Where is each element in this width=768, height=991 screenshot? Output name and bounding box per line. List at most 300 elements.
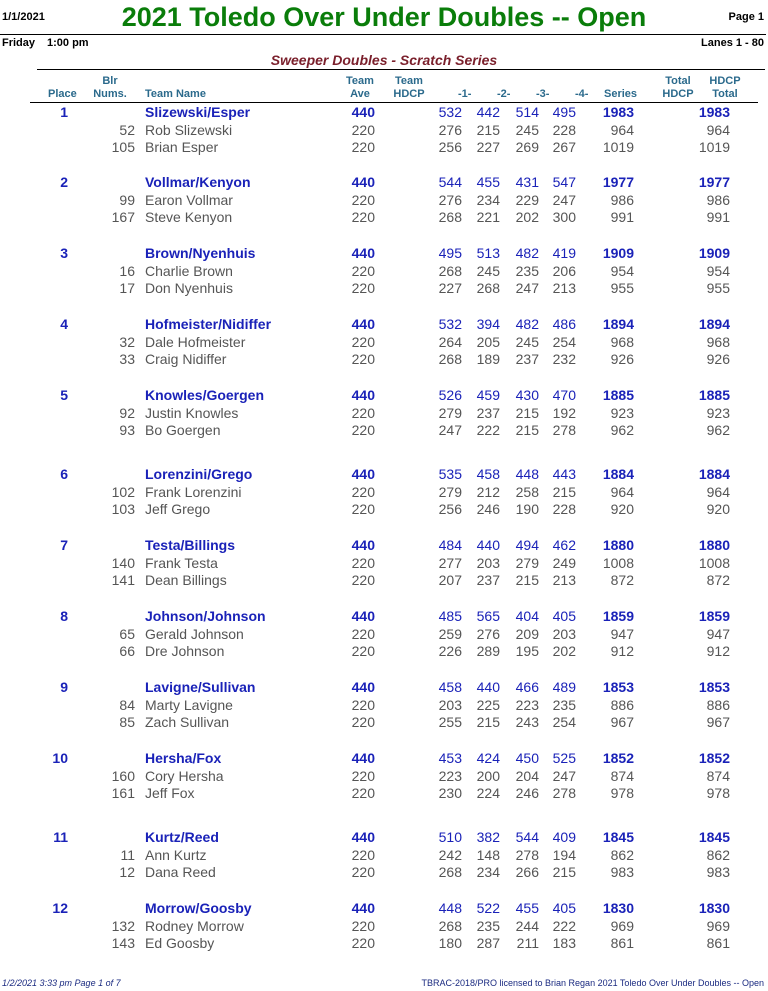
team-average: 440 <box>351 387 375 403</box>
team-game-1: 532 <box>438 316 462 332</box>
bowler-game-3: 235 <box>515 262 539 279</box>
team-name: Brown/Nyenhuis <box>145 245 256 261</box>
team-game-3: 482 <box>515 316 539 332</box>
player-row <box>0 121 768 139</box>
bowler-game-4: 206 <box>552 262 576 279</box>
bowler-number: 66 <box>119 643 135 660</box>
bowler-game-3: 269 <box>515 139 539 156</box>
team-hdcp-total: 1853 <box>698 679 730 695</box>
bowler-hdcp-total: 978 <box>706 785 730 802</box>
team-series: 1909 <box>602 245 634 261</box>
bowler-game-1: 255 <box>438 714 462 731</box>
team-row <box>0 386 768 404</box>
bowler-game-2: 203 <box>476 554 500 571</box>
team-average: 440 <box>351 608 375 624</box>
bowler-hdcp-total: 955 <box>706 280 730 297</box>
bowler-series: 968 <box>610 333 634 350</box>
bowler-name: Earon Vollmar <box>145 191 233 208</box>
bowler-game-2: 189 <box>476 351 500 368</box>
bowler-game-1: 277 <box>438 554 462 571</box>
bowler-game-2: 225 <box>476 696 500 713</box>
bowler-game-3: 247 <box>515 280 539 297</box>
team-hdcp-total: 1894 <box>698 316 730 332</box>
bowler-hdcp-total: 872 <box>706 572 730 589</box>
team-game-2: 382 <box>476 829 500 845</box>
bowler-average: 220 <box>351 422 375 439</box>
bowler-hdcp-total: 862 <box>706 846 730 863</box>
bowler-game-1: 268 <box>438 864 462 881</box>
bowler-series: 923 <box>610 404 634 421</box>
bowler-series: 983 <box>610 864 634 881</box>
team-hdcp-total: 1884 <box>698 466 730 482</box>
player-row <box>0 500 768 518</box>
col-header-team-ave: Team Ave <box>346 75 374 100</box>
bowler-game-2: 237 <box>476 404 500 421</box>
team-game-2: 394 <box>476 316 500 332</box>
bowler-number: 140 <box>111 554 135 571</box>
team-game-1: 453 <box>438 750 462 766</box>
bowler-game-1: 276 <box>438 121 462 138</box>
bowler-game-3: 266 <box>515 864 539 881</box>
bowler-name: Cory Hersha <box>145 767 224 784</box>
team-game-2: 459 <box>476 387 500 403</box>
bowler-hdcp-total: 986 <box>706 191 730 208</box>
bowler-game-3: 209 <box>515 625 539 642</box>
team-average: 440 <box>351 245 375 261</box>
bowler-game-1: 264 <box>438 333 462 350</box>
team-average: 440 <box>351 316 375 332</box>
bowler-average: 220 <box>351 280 375 297</box>
bowler-average: 220 <box>351 714 375 731</box>
team-name: Morrow/Goosby <box>145 900 252 916</box>
bowler-game-2: 287 <box>476 935 500 952</box>
bowler-game-1: 268 <box>438 351 462 368</box>
team-game-2: 440 <box>476 679 500 695</box>
player-row <box>0 696 768 714</box>
bowler-game-1: 279 <box>438 404 462 421</box>
bowler-game-3: 278 <box>515 846 539 863</box>
player-row <box>0 262 768 280</box>
team-place: 2 <box>60 174 68 190</box>
team-game-4: 409 <box>552 829 576 845</box>
team-game-1: 535 <box>438 466 462 482</box>
player-row <box>0 404 768 422</box>
bowler-hdcp-total: 991 <box>706 209 730 226</box>
bowler-game-4: 213 <box>552 572 576 589</box>
bowler-number: 103 <box>111 501 135 518</box>
bowler-game-1: 247 <box>438 422 462 439</box>
player-row <box>0 138 768 156</box>
license-info: TBRAC-2018/PRO licensed to Brian Regan 2021 Toledo Over Under Doubles -- Open <box>421 978 764 988</box>
bowler-average: 220 <box>351 333 375 350</box>
bowler-hdcp-total: 886 <box>706 696 730 713</box>
bowler-game-3: 245 <box>515 333 539 350</box>
subtitle-divider <box>37 69 765 70</box>
bowler-average: 220 <box>351 121 375 138</box>
bowler-hdcp-total: 968 <box>706 333 730 350</box>
team-game-2: 458 <box>476 466 500 482</box>
header-divider <box>0 34 766 35</box>
player-row <box>0 846 768 864</box>
bowler-name: Jeff Grego <box>145 501 211 518</box>
team-game-3: 544 <box>515 829 539 845</box>
team-game-4: 489 <box>552 679 576 695</box>
team-average: 440 <box>351 537 375 553</box>
bowler-game-3: 204 <box>515 767 539 784</box>
col-header-team-hdcp: Team HDCP <box>393 75 425 100</box>
bowler-game-2: 221 <box>476 209 500 226</box>
lanes-range: Lanes 1 - 80 <box>701 37 764 49</box>
team-hdcp-total: 1880 <box>698 537 730 553</box>
bowler-number: 99 <box>119 191 135 208</box>
bowler-hdcp-total: 969 <box>706 917 730 934</box>
bowler-name: Charlie Brown <box>145 262 233 279</box>
team-game-4: 547 <box>552 174 576 190</box>
team-hdcp-total: 1830 <box>698 900 730 916</box>
bowler-number: 33 <box>119 351 135 368</box>
bowler-game-4: 215 <box>552 864 576 881</box>
team-game-2: 565 <box>476 608 500 624</box>
bowler-game-3: 246 <box>515 785 539 802</box>
bowler-average: 220 <box>351 785 375 802</box>
bowler-name: Craig Nidiffer <box>145 351 227 368</box>
session-time: 1:00 pm <box>47 37 89 49</box>
team-game-4: 443 <box>552 466 576 482</box>
player-row <box>0 863 768 881</box>
report-date: 1/1/2021 <box>2 11 45 23</box>
team-hdcp-total: 1852 <box>698 750 730 766</box>
bowler-average: 220 <box>351 483 375 500</box>
bowler-number: 32 <box>119 333 135 350</box>
team-place: 8 <box>60 608 68 624</box>
bowler-number: 160 <box>111 767 135 784</box>
bowler-game-1: 203 <box>438 696 462 713</box>
bowler-number: 105 <box>111 139 135 156</box>
bowler-number: 93 <box>119 422 135 439</box>
bowler-game-4: 183 <box>552 935 576 952</box>
team-row <box>0 899 768 917</box>
team-average: 440 <box>351 104 375 120</box>
team-game-1: 532 <box>438 104 462 120</box>
team-row <box>0 749 768 767</box>
team-game-3: 494 <box>515 537 539 553</box>
bowler-name: Bo Goergen <box>145 422 221 439</box>
bowler-average: 220 <box>351 696 375 713</box>
bowler-game-1: 268 <box>438 262 462 279</box>
bowler-average: 220 <box>351 351 375 368</box>
bowler-name: Jeff Fox <box>145 785 195 802</box>
bowler-number: 92 <box>119 404 135 421</box>
team-row <box>0 244 768 262</box>
col-header-team-name: Team Name <box>145 88 206 100</box>
bowler-number: 141 <box>111 572 135 589</box>
bowler-game-2: 227 <box>476 139 500 156</box>
bowler-average: 220 <box>351 864 375 881</box>
team-game-1: 448 <box>438 900 462 916</box>
team-row <box>0 315 768 333</box>
team-hdcp-total: 1983 <box>698 104 730 120</box>
bowler-series: 986 <box>610 191 634 208</box>
team-name: Knowles/Goergen <box>145 387 265 403</box>
bowler-name: Gerald Johnson <box>145 625 244 642</box>
bowler-name: Justin Knowles <box>145 404 239 421</box>
bowler-game-3: 190 <box>515 501 539 518</box>
bowler-hdcp-total: 874 <box>706 767 730 784</box>
team-series: 1884 <box>602 466 634 482</box>
bowler-name: Ed Goosby <box>145 935 215 952</box>
team-series: 1983 <box>602 104 634 120</box>
bowler-game-2: 212 <box>476 483 500 500</box>
player-row <box>0 208 768 226</box>
bowler-game-3: 237 <box>515 351 539 368</box>
page-title: 2021 Toledo Over Under Doubles -- Open <box>121 2 647 32</box>
team-game-2: 522 <box>476 900 500 916</box>
bowler-game-1: 268 <box>438 209 462 226</box>
col-header-game-1: -1- <box>458 88 472 100</box>
bowler-game-2: 215 <box>476 121 500 138</box>
team-place: 11 <box>53 829 68 845</box>
player-row <box>0 279 768 297</box>
player-row <box>0 421 768 439</box>
col-header-game-2: -2- <box>497 88 511 100</box>
bowler-name: Dre Johnson <box>145 643 225 660</box>
bowler-game-2: 235 <box>476 917 500 934</box>
bowler-name: Rob Slizewski <box>145 121 233 138</box>
player-row <box>0 713 768 731</box>
bowler-hdcp-total: 964 <box>706 121 730 138</box>
bowler-game-1: 268 <box>438 917 462 934</box>
bowler-name: Don Nyenhuis <box>145 280 233 297</box>
team-game-2: 513 <box>476 245 500 261</box>
bowler-game-3: 215 <box>515 422 539 439</box>
session-day: Friday <box>2 37 36 49</box>
col-header-series: Series <box>604 88 638 100</box>
team-row <box>0 828 768 846</box>
bowler-game-3: 244 <box>515 917 539 934</box>
bowler-name: Brian Esper <box>145 139 219 156</box>
team-row <box>0 173 768 191</box>
bowler-game-4: 228 <box>552 121 576 138</box>
bowler-hdcp-total: 964 <box>706 483 730 500</box>
bowler-number: 143 <box>111 935 135 952</box>
col-header-game-3: -3- <box>536 88 550 100</box>
team-name: Kurtz/Reed <box>145 829 219 845</box>
team-game-1: 485 <box>438 608 462 624</box>
team-average: 440 <box>351 174 375 190</box>
bowler-series: 964 <box>610 483 634 500</box>
team-game-3: 450 <box>515 750 539 766</box>
team-place: 4 <box>60 316 68 332</box>
print-info: 1/2/2021 3:33 pm Page 1 of 7 <box>2 978 121 988</box>
bowler-hdcp-total: 920 <box>706 501 730 518</box>
bowler-game-2: 234 <box>476 191 500 208</box>
team-row <box>0 678 768 696</box>
bowler-game-1: 223 <box>438 767 462 784</box>
bowler-game-4: 192 <box>552 404 576 421</box>
bowler-game-4: 228 <box>552 501 576 518</box>
player-row <box>0 642 768 660</box>
bowler-number: 102 <box>111 483 135 500</box>
col-header-blr: Blr Nums. <box>93 75 127 100</box>
team-game-2: 440 <box>476 537 500 553</box>
team-game-3: 455 <box>515 900 539 916</box>
bowler-game-3: 279 <box>515 554 539 571</box>
bowler-hdcp-total: 861 <box>706 935 730 952</box>
team-series: 1852 <box>602 750 634 766</box>
bowler-hdcp-total: 983 <box>706 864 730 881</box>
bowler-game-2: 234 <box>476 864 500 881</box>
player-row <box>0 571 768 589</box>
team-name: Slizewski/Esper <box>145 104 251 120</box>
bowler-average: 220 <box>351 404 375 421</box>
bowler-series: 962 <box>610 422 634 439</box>
bowler-game-4: 215 <box>552 483 576 500</box>
bowler-series: 862 <box>610 846 634 863</box>
team-game-2: 424 <box>476 750 500 766</box>
bowler-number: 161 <box>111 785 135 802</box>
bowler-average: 220 <box>351 139 375 156</box>
team-name: Testa/Billings <box>145 537 235 553</box>
bowler-name: Dana Reed <box>145 864 216 881</box>
team-name: Johnson/Johnson <box>145 608 266 624</box>
team-place: 6 <box>60 466 68 482</box>
bowler-game-2: 289 <box>476 643 500 660</box>
bowler-game-4: 247 <box>552 767 576 784</box>
team-game-4: 405 <box>552 900 576 916</box>
bowler-game-4: 249 <box>552 554 576 571</box>
bowler-hdcp-total: 962 <box>706 422 730 439</box>
bowler-average: 220 <box>351 846 375 863</box>
bowler-series: 926 <box>610 351 634 368</box>
bowler-average: 220 <box>351 501 375 518</box>
bowler-average: 220 <box>351 767 375 784</box>
team-game-3: 466 <box>515 679 539 695</box>
col-header-total-hdcp: Total HDCP <box>662 75 694 100</box>
team-place: 1 <box>60 104 68 120</box>
team-name: Hofmeister/Nidiffer <box>145 316 272 332</box>
bowler-series: 874 <box>610 767 634 784</box>
bowler-game-3: 211 <box>516 935 539 952</box>
team-row <box>0 465 768 483</box>
player-row <box>0 784 768 802</box>
team-game-4: 419 <box>552 245 576 261</box>
bowler-game-4: 254 <box>552 333 576 350</box>
bowler-game-2: 246 <box>476 501 500 518</box>
bowler-game-3: 243 <box>515 714 539 731</box>
bowler-game-2: 276 <box>476 625 500 642</box>
team-hdcp-total: 1845 <box>698 829 730 845</box>
team-place: 10 <box>52 750 68 766</box>
bowler-hdcp-total: 923 <box>706 404 730 421</box>
bowler-game-4: 267 <box>552 139 576 156</box>
team-game-4: 462 <box>552 537 576 553</box>
bowler-game-4: 235 <box>552 696 576 713</box>
bowler-game-4: 213 <box>552 280 576 297</box>
bowler-game-1: 207 <box>438 572 462 589</box>
bowler-game-4: 203 <box>552 625 576 642</box>
team-series: 1885 <box>602 387 634 403</box>
player-row <box>0 483 768 501</box>
team-game-3: 430 <box>515 387 539 403</box>
col-header-place: Place <box>48 88 77 100</box>
bowler-game-4: 194 <box>552 846 576 863</box>
team-game-4: 405 <box>552 608 576 624</box>
team-hdcp-total: 1885 <box>698 387 730 403</box>
bowler-average: 220 <box>351 935 375 952</box>
team-place: 12 <box>52 900 68 916</box>
team-hdcp-total: 1859 <box>698 608 730 624</box>
bowler-series: 872 <box>610 572 634 589</box>
bowler-game-2: 268 <box>476 280 500 297</box>
report-subtitle: Sweeper Doubles - Scratch Series <box>270 52 498 68</box>
team-game-1: 544 <box>438 174 462 190</box>
team-game-3: 448 <box>515 466 539 482</box>
bowler-series: 955 <box>610 280 634 297</box>
bowler-game-3: 215 <box>515 572 539 589</box>
player-row <box>0 554 768 572</box>
bowler-number: 11 <box>120 846 135 863</box>
bowler-game-3: 223 <box>515 696 539 713</box>
bowler-name: Frank Testa <box>145 554 218 571</box>
bowler-game-1: 256 <box>438 501 462 518</box>
team-average: 440 <box>351 900 375 916</box>
bowler-game-1: 180 <box>438 935 462 952</box>
team-name: Lorenzini/Grego <box>145 466 253 482</box>
team-name: Hersha/Fox <box>145 750 222 766</box>
player-row <box>0 917 768 935</box>
bowler-series: 886 <box>610 696 634 713</box>
team-game-1: 495 <box>438 245 462 261</box>
bowler-hdcp-total: 954 <box>706 262 730 279</box>
bowler-series: 954 <box>610 262 634 279</box>
bowler-name: Marty Lavigne <box>145 696 233 713</box>
bowler-number: 65 <box>119 625 135 642</box>
player-row <box>0 625 768 643</box>
bowler-game-1: 259 <box>438 625 462 642</box>
team-game-4: 486 <box>552 316 576 332</box>
bowler-average: 220 <box>351 209 375 226</box>
bowler-hdcp-total: 947 <box>706 625 730 642</box>
bowler-game-4: 222 <box>552 917 576 934</box>
page-number: Page 1 <box>728 11 764 23</box>
team-place: 5 <box>60 387 68 403</box>
team-series: 1859 <box>602 608 634 624</box>
team-game-2: 442 <box>476 104 500 120</box>
bowler-series: 912 <box>610 643 634 660</box>
bowler-game-3: 215 <box>515 404 539 421</box>
bowler-name: Rodney Morrow <box>145 917 244 934</box>
team-name: Vollmar/Kenyon <box>145 174 251 190</box>
player-row <box>0 767 768 785</box>
team-average: 440 <box>351 679 375 695</box>
bowler-name: Frank Lorenzini <box>145 483 242 500</box>
bowler-game-2: 205 <box>476 333 500 350</box>
bowler-game-3: 229 <box>515 191 539 208</box>
team-average: 440 <box>351 829 375 845</box>
bowler-game-2: 224 <box>476 785 500 802</box>
bowler-game-4: 202 <box>552 643 576 660</box>
bowler-name: Dean Billings <box>145 572 227 589</box>
bowler-hdcp-total: 912 <box>706 643 730 660</box>
bowler-game-4: 300 <box>552 209 576 226</box>
bowler-game-3: 202 <box>515 209 539 226</box>
team-game-4: 470 <box>552 387 576 403</box>
bowler-game-1: 226 <box>438 643 462 660</box>
team-game-1: 526 <box>438 387 462 403</box>
bowler-game-2: 237 <box>476 572 500 589</box>
bowler-game-3: 195 <box>515 643 539 660</box>
bowler-game-1: 276 <box>438 191 462 208</box>
